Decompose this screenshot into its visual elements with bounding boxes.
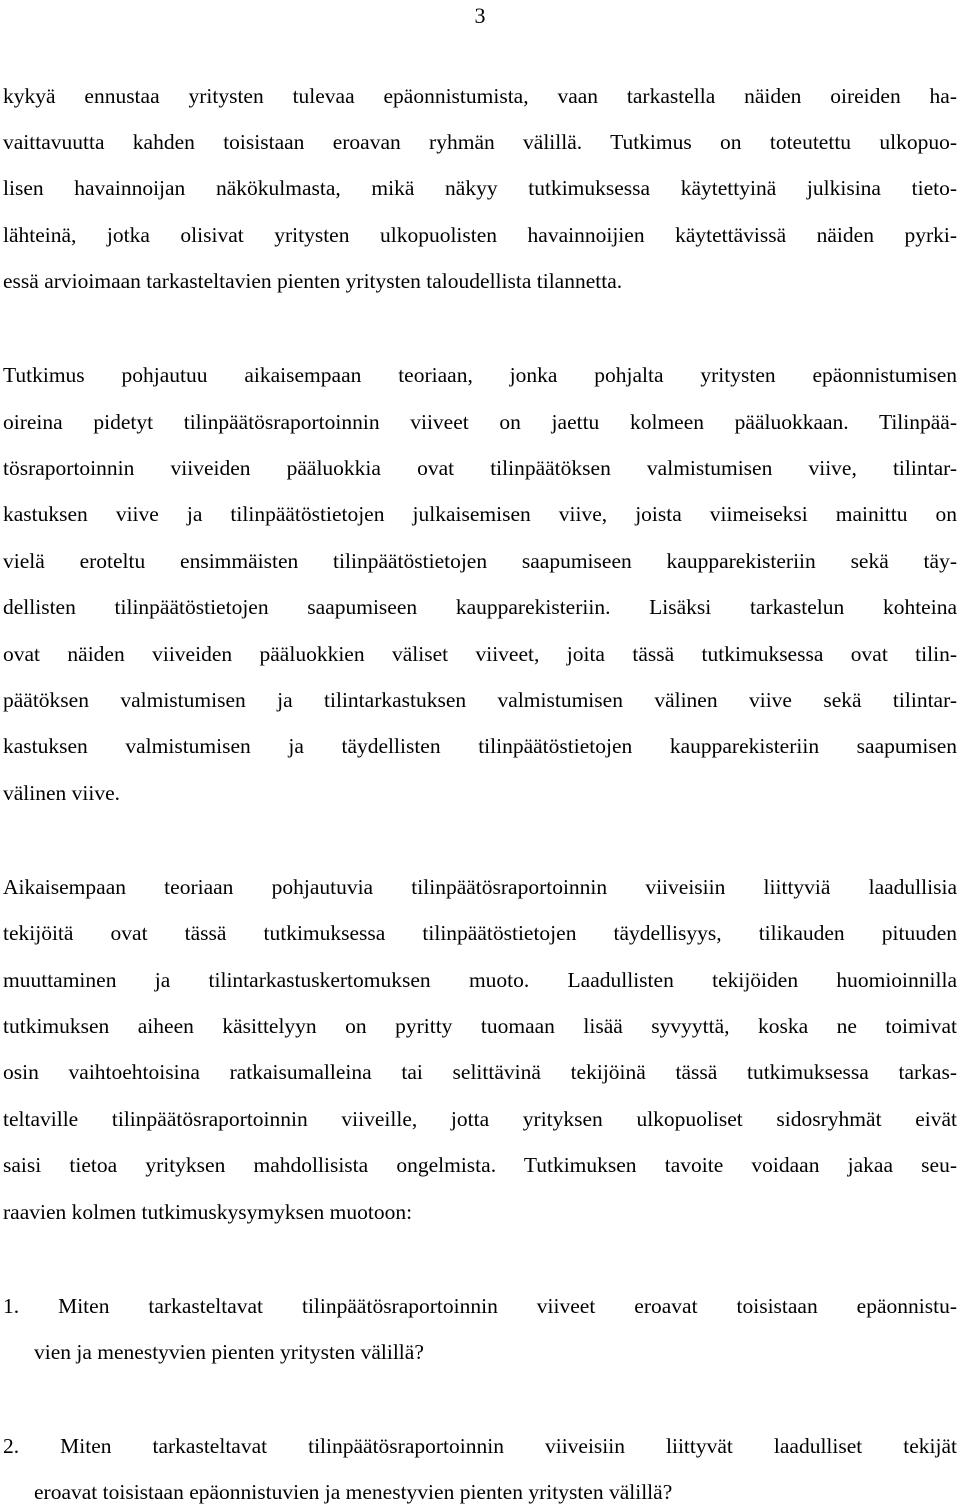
text-line: Aikaisempaan teoriaan pohjautuvia tilinpäätösraportoinnin viiveisiin liittyviä laadullisia xyxy=(3,875,957,899)
text-line: 2. Miten tarkasteltavat tilinpäätösraportoinnin viiveisiin liittyvät laadulliset tekijät xyxy=(3,1434,957,1458)
text-line: päätöksen valmistumisen ja tilintarkastuksen valmistumisen välinen viive sekä tilintar- xyxy=(3,688,957,712)
page-number: 3 xyxy=(474,3,486,28)
text-line: raavien kolmen tutkimuskysymyksen muotoon: xyxy=(3,1200,413,1224)
text-line: eroavat toisistaan epäonnistuvien ja menestyvien pienten yritysten välillä? xyxy=(34,1480,673,1504)
text-line: ovat näiden viiveiden pääluokkien väliset viiveet, joita tässä tutkimuksessa ovat tilin- xyxy=(3,642,957,666)
text-line: muuttaminen ja tilintarkastuskertomuksen muoto. Laadullisten tekijöiden huomioinnilla xyxy=(3,968,957,992)
text-line: lisen havainnoijan näkökulmasta, mikä näkyy tutkimuksessa käytettyinä julkisina tieto- xyxy=(3,176,957,200)
text-line: osin vaihtoehtoisina ratkaisumalleina tai selittävinä tekijöinä tässä tutkimuksessa tarkas- xyxy=(3,1060,957,1084)
text-line: Tutkimus pohjautuu aikaisempaan teoriaan, jonka pohjalta yritysten epäonnistumisen xyxy=(3,363,957,387)
text-line: vien ja menestyvien pienten yritysten välillä? xyxy=(34,1340,424,1364)
text-line: essä arvioimaan tarkasteltavien pienten yritysten taloudellista tilannetta. xyxy=(3,269,623,293)
text-line: 1. Miten tarkasteltavat tilinpäätösraportoinnin viiveet eroavat toisistaan epäonnistu- xyxy=(3,1294,957,1318)
text-line: lähteinä, jotka olisivat yritysten ulkopuolisten havainnoijien käytettävissä näiden pyrki- xyxy=(3,223,957,247)
text-line: tösraportoinnin viiveiden pääluokkia ovat tilinpäätöksen valmistumisen viive, tilintar- xyxy=(3,456,957,480)
text-line: kykyä ennustaa yritysten tulevaa epäonnistumista, vaan tarkastella näiden oireiden ha- xyxy=(3,84,957,108)
text-line: oireina pidetyt tilinpäätösraportoinnin viiveet on jaettu kolmeen pääluokkaan. Tilinpää- xyxy=(3,410,957,434)
text-line: vielä eroteltu ensimmäisten tilinpäätöstietojen saapumiseen kaupparekisteriin sekä täy- xyxy=(3,549,957,573)
text-line: tekijöitä ovat tässä tutkimuksessa tilinpäätöstietojen täydellisyys, tilikauden pituuden xyxy=(3,921,957,945)
text-line: saisi tietoa yrityksen mahdollisista ongelmista. Tutkimuksen tavoite voidaan jakaa seu- xyxy=(3,1153,957,1177)
text-line: kastuksen viive ja tilinpäätöstietojen julkaisemisen viive, joista viimeiseksi mainittu on xyxy=(3,502,957,526)
text-line: kastuksen valmistumisen ja täydellisten tilinpäätöstietojen kaupparekisteriin saapumisen xyxy=(3,734,957,758)
text-line: dellisten tilinpäätöstietojen saapumiseen kaupparekisteriin. Lisäksi tarkastelun kohteina xyxy=(3,595,957,619)
text-line: tutkimuksen aiheen käsittelyyn on pyritty tuomaan lisää syvyyttä, koska ne toimivat xyxy=(3,1014,957,1038)
text-line: vaittavuutta kahden toisistaan eroavan ryhmän välillä. Tutkimus on toteutettu ulkopuo- xyxy=(3,130,957,154)
text-line: välinen viive. xyxy=(3,781,121,805)
text-line: teltaville tilinpäätösraportoinnin viiveille, jotta yrityksen ulkopuoliset sidosryhmät eivät xyxy=(3,1107,957,1131)
